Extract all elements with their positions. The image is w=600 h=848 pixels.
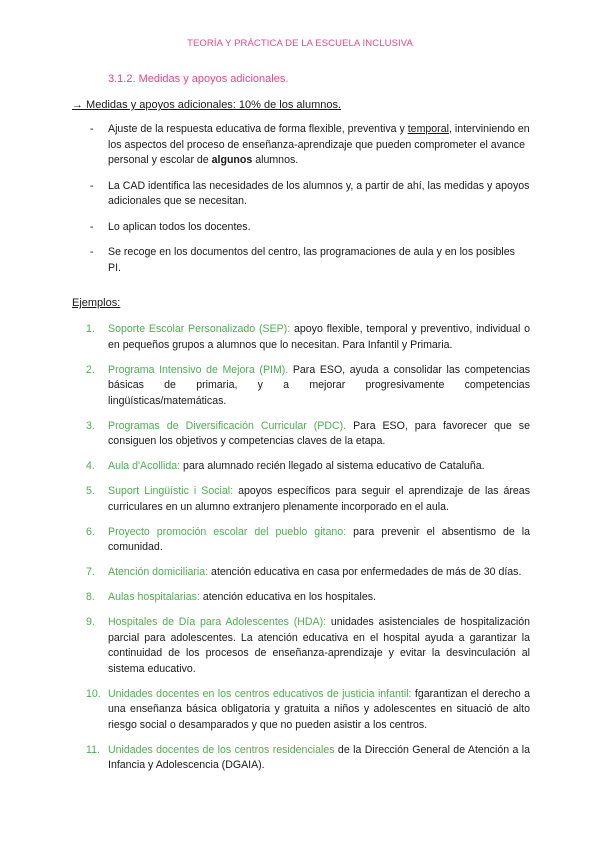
page-header: TEORÍA Y PRÁCTICA DE LA ESCUELA INCLUSIVA [187,38,413,49]
example-name: Programa Intensivo de Mejora (PIM). [108,363,289,376]
bullet-list [72,122,530,286]
example-item [72,743,530,774]
example-number: 11. [86,743,100,756]
bullet-dash: - [90,123,94,135]
example-item [72,459,530,475]
example-item [72,565,530,581]
example-number: 6. [86,525,95,538]
example-name: Unidades docentes de los centros residenciales [108,743,335,756]
example-item [72,590,530,606]
bullet-item [72,245,530,276]
bullet-dash: - [90,220,94,233]
example-description: unidades asistenciales de hospitalización parcial para adolescentes. La atención educativa en el hospital ayuda a garantizar la continuidad de los procesos de enseñanza-aprendizaje y evitar la desvinculación al sistema educativo. [108,616,530,675]
example-item [72,419,530,450]
bullet-text: Lo aplican todos los docentes. [108,220,251,233]
bullet-underlined-word: temporal [407,123,449,135]
example-description: Para ESO, ayuda a consolidar las competencias básicas de primaria, y a mejorar progresivamente competencias lingüísticas/matemáticas. [108,363,531,407]
example-item [72,363,530,410]
bullet-text: , interviniendo en los aspectos del proceso de enseñanza-aprendizaje que pueden comprometer el avance personal y escolar de [108,123,530,166]
example-description: atención educativa en casa por enfermedades de más de 30 días. [208,566,522,578]
example-number: 8. [86,591,95,603]
example-name: Aula d'Acollida: [108,460,181,472]
example-description: para alumnado recién llegado al sistema educativo de Cataluña. [180,460,485,472]
bullet-item [72,179,530,210]
subsection-title: 3.1.2. Medidas y apoyos adicionales. [108,73,289,85]
example-number: 10. [86,687,101,700]
example-item [72,687,530,734]
example-name: Soporte Escolar Personalizado (SEP): [108,323,291,335]
example-number: 3. [86,419,95,432]
example-number: 2. [86,363,95,376]
example-number: 9. [86,616,95,628]
example-number: 5. [86,485,95,497]
example-description: apoyos específicos para seguir el aprendizaje de las áreas curriculares en un alumno extranjero plenamente incorporado en el aula. [108,485,530,513]
example-item [72,484,530,515]
bullet-text: Se recoge en los documentos del centro, las programaciones de aula y en los posibles PI. [108,246,515,274]
example-name: Hospitales de Día para Adolescentes (HDA): [108,616,327,628]
bullet-dash: - [90,179,94,192]
bullet-text: alumnos. [252,154,299,166]
example-description: atención educativa en los hospitales. [199,591,376,603]
example-number: 1. [86,323,95,335]
example-name: Aulas hospitalarias: [108,591,200,603]
example-description: para prevenir el absentismo de la comunidad. [108,525,530,553]
example-description: Para ESO, para favorecer que se consiguen los objetivos y competencias claves de la etapa. [108,419,530,447]
example-name: Suport Lingüístic i Social: [108,485,234,497]
example-item [72,322,530,353]
bullet-dash: - [90,246,94,258]
example-name: Proyecto promoción escolar del pueblo gitano: [108,525,347,538]
bullet-text: La CAD identifica las necesidades de los alumnos y, a partir de ahí, las medidas y apoyos adicionales que se necesitan. [108,179,530,207]
example-name: Atención domiciliaria: [108,566,209,578]
example-description: de la Dirección General de Atención a la Infancia y Adolescencia (DGAIA). [108,743,530,771]
example-description: apoyo flexible, temporal y preventivo, individual o en pequeños grupos a alumnos que lo necesitan. Para Infantil y Primaria. [108,323,530,351]
bullet-item [72,220,530,236]
example-item [72,525,530,556]
example-name: Unidades docentes en los centros educativos de justicia infantil: [108,687,412,700]
example-item [72,615,530,677]
example-number: 4. [86,460,95,472]
example-number: 7. [86,566,95,578]
example-description: fgarantizan el derecho a una enseñanza básica obligatoria y gratuita a niños y adolescentes en situació de alto riesgo social o desamparados y que no pueden asistir a los centros. [108,687,531,731]
example-name: Programas de Diversificación Curricular (PDC). [108,419,347,432]
lead-line: → Medidas y apoyos adicionales: 10% de los alumnos. [72,99,342,111]
bullet-text: Ajuste de la respuesta educativa de forma flexible, preventiva y [108,123,408,135]
bullet-item [72,122,530,169]
examples-heading: Ejemplos: [72,297,121,309]
examples-list [72,322,530,783]
bullet-bold-word: algunos [211,154,253,166]
